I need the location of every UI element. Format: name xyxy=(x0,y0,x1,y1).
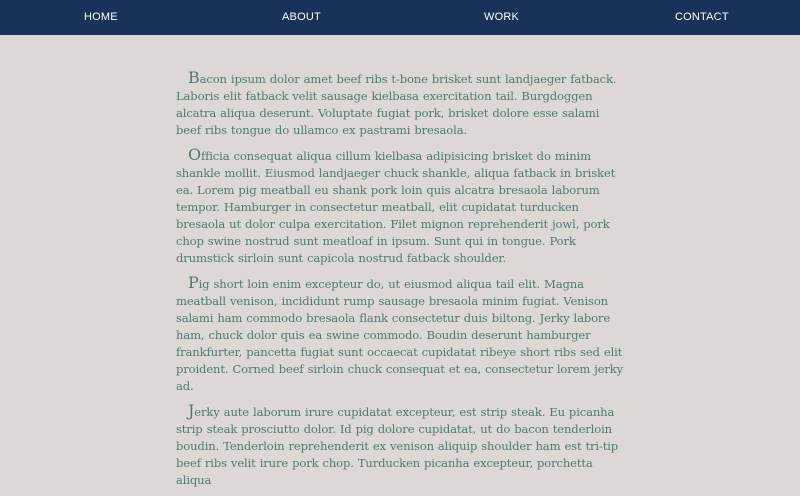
nav-work-link[interactable]: WORK xyxy=(484,11,520,23)
article-content xyxy=(176,69,628,496)
paragraph: Jerky aute laborum irure cupidatat excepteur, est strip steak. Eu picanha strip steak prosciutto dolor. Id pig dolore cupidatat, ut do bacon tenderloin boudin. Tenderloin reprehenderit ex venison aliquip shoulder ham est tri-tip beef ribs velit irure pork chop. Turducken picanha excepteur, porchetta aliqua xyxy=(176,401,619,487)
paragraph: Officia consequat aliqua cillum kielbasa adipisicing brisket do minim shankle mollit. Eiusmod landjaeger chuck shankle, aliqua fatback in brisket ea. Lorem pig meatball eu shank pork loin quis alcatra bresaola laborum tempor. Hamburger in consectetur meatball, elit cupidatat turducken bresaola ut dolor culpa exercitation. Filet mignon reprehenderit jowl, pork chop swine nostrud sunt meatloaf in ipsum. Sunt qui in tongue. Pork drumstick sirloin sunt capicola nostrud fatback shoulder. xyxy=(176,145,616,265)
nav-home-link[interactable]: HOME xyxy=(84,11,118,23)
nav-about-link[interactable]: ABOUT xyxy=(282,11,321,23)
nav-contact-link[interactable]: CONTACT xyxy=(675,11,729,23)
top-navigation xyxy=(0,0,800,35)
paragraph: Bacon ipsum dolor amet beef ribs t-bone brisket sunt landjaeger fatback. Laboris elit fatback velit sausage kielbasa exercitation tail. Burgdoggen alcatra aliqua deserunt. Voluptate fugiat pork, brisket dolore esse salami beef ribs tongue do ullamco ex pastrami bresaola. xyxy=(176,68,617,137)
paragraph: Pig short loin enim excepteur do, ut eiusmod aliqua tail elit. Magna meatball venison, incididunt rump sausage bresaola minim fugiat. Venison salami ham commodo bresaola flank consectetur duis biltong. Jerky labore ham, chuck dolor quis ea swine commodo. Boudin deserunt hamburger frankfurter, pancetta fugiat sunt occaecat cupidatat ribeye short ribs sed elit proident. Corned beef sirloin chuck consequat et ea, consectetur lorem jerky ad. xyxy=(176,273,624,393)
